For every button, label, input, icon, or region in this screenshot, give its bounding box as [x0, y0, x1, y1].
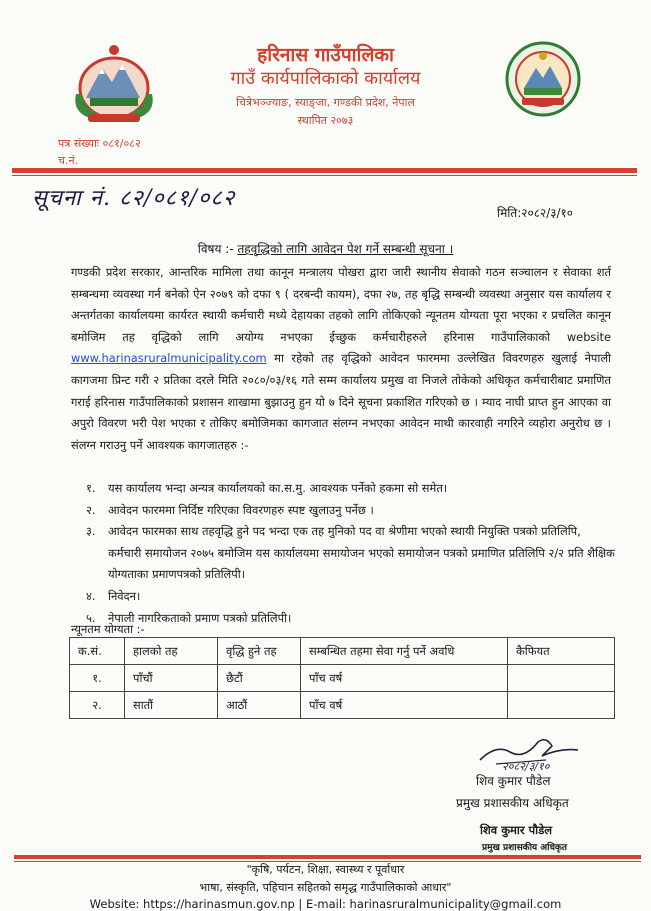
- list-item-number: ५.: [86, 610, 96, 625]
- list-item: [86, 608, 616, 630]
- list-item: [86, 478, 616, 500]
- subject-text: तहवृद्धिको लागि आवेदन पेश गर्ने सम्बन्धी सूचना ।: [237, 242, 454, 256]
- col-header-promoted-level: वृद्धि हुने तह: [218, 638, 301, 665]
- footer-motto-line2: भाषा, संस्कृति, पहिचान सहितको समृद्ध गाउँपालिकाको आधार": [199, 881, 452, 894]
- table-cell: पाँच वर्ष: [301, 692, 508, 719]
- table-cell: सातौं: [125, 692, 218, 719]
- stamp-title: प्रमुख प्रशासकीय अधिकृत: [482, 843, 568, 853]
- signatory-title: प्रमुख प्रशासकीय अधिकृत: [456, 796, 569, 810]
- list-item-number: ४.: [86, 588, 96, 603]
- header-divider-thin: [12, 175, 637, 176]
- table-cell: [508, 665, 615, 692]
- list-item-text: निवेदन।: [108, 588, 141, 603]
- table-cell: १.: [70, 665, 125, 692]
- table-cell: पाँचौं: [125, 665, 218, 692]
- col-header-service-period: सम्बन्धित तहमा सेवा गर्नु पर्ने अवधि: [301, 638, 508, 665]
- stamp-name: शिव कुमार पौडेल: [480, 823, 553, 837]
- notice-body: [71, 262, 611, 456]
- col-header-current-level: हालको तह: [125, 638, 218, 665]
- col-header-serial: क.सं.: [70, 638, 125, 665]
- subject-prefix: विषय :-: [197, 242, 238, 256]
- table-cell: [508, 692, 615, 719]
- list-item-text: यस कार्यालय भन्दा अन्यत्र कार्यालयको का.स.मु. आवश्यक पर्नेको हकमा सो समेत।: [108, 481, 448, 495]
- required-documents-list: [86, 478, 616, 629]
- list-item-number: २.: [86, 502, 96, 517]
- dispatch-number: च.नं.: [58, 154, 79, 167]
- table-cell: आठौं: [218, 692, 301, 719]
- list-item: [86, 586, 616, 608]
- body-text-1: गण्डकी प्रदेश सरकार, आन्तरिक मामिला तथा कानून मन्त्रालय पोखरा द्वारा जारी स्थानीय सेवाको गठन सञ्चालन र सेवाका शर्त सम्बन्धमा व्यवस्था गर्न बनेको ऐन २०७९ को दफा ९ ( दरबन्दी कायम), दफा २७, तह बृद्धि सम्बन्धी व्यवस्था अनुसार यस कार्यालय र अन्तर्गतका कार्यालयमा कार्यरत स्थायी कर्मचारी मध्ये देहायका तहको लागि तोकिएको न्यूनतम योग्यता पूरा भएका र प्रचलित कानून बमोजिम तह वृद्धिको लागि अयोग्य नभएका ईच्छुक कर्मचारीहरुले हरिनास गाउँपालिकाको website: [71, 265, 611, 344]
- qualification-table: [69, 637, 615, 719]
- col-header-remarks: कैफियत: [508, 638, 615, 665]
- signature-date: २०८२/३/१०: [502, 760, 550, 773]
- list-item: [86, 521, 616, 586]
- notice-number: सूचना नं. ८२/०८१/०८२: [32, 186, 236, 211]
- table-cell: छैटौं: [218, 665, 301, 692]
- reference-number: पत्र संख्याः ०८१/०८२: [58, 137, 141, 150]
- min-qualification-label: न्यूनतम योग्यता :-: [71, 622, 145, 636]
- table-cell: २.: [70, 692, 125, 719]
- footer-contact: Website: https://harinasmun.gov.np | E-mail: harinasruralmunicipality@gmail.com: [89, 897, 562, 911]
- list-item-number: १.: [86, 481, 96, 495]
- office-address: चित्रेभञ्ज्याङ, स्याङ्जा, गण्डकी प्रदेश, नेपाल: [236, 96, 415, 109]
- list-item: [86, 500, 616, 522]
- table-row: [70, 692, 615, 719]
- office-subtitle: गाउँ कार्यपालिकाको कार्यालय: [230, 68, 421, 89]
- letter-date: मिति:२०८२/३/१०: [497, 206, 574, 220]
- list-item-text: नेपाली नागरिकताको प्रमाण पत्रको प्रतिलिपी।: [108, 610, 292, 625]
- website-link[interactable]: www.harinasruralmunicipality.com: [71, 351, 267, 366]
- header-divider: [12, 168, 637, 173]
- office-name: हरिनास गाउँपालिका: [257, 44, 394, 66]
- footer-divider: [14, 855, 641, 859]
- body-text-2: मा रहेको तह वृद्धिको आवेदन फारममा उल्लेखित विवरणहरु खुलाई नेपाली कागजमा प्रिन्ट गरी २ प्रतिका दरले मिति २०८०/०३/१६ गते सम्म कार्यालय प्रमुख वा निजले तोकेको अधिकृत कर्मचारीबाट प्रमाणित गराई हरिनास गाउँपालिकाको प्रशासन शाखामा बुझाउनु हुन यो ७ दिने सूचना प्रकाशित गरिएको छ । म्याद नाघी प्राप्त हुन आएका वा अपुरो विवरण भरी पेश भएका र तोकिए बमोजिमका कागजात संलग्न नभएका आवेदन माथी कारवाही नगरिने व्यहोरा अनुरोध छ । संलग्न गराउनु पर्ने आवश्यक कागजातहरु :-: [71, 351, 611, 452]
- subject-line: [0, 240, 651, 257]
- office-established: स्थापित २०७३: [297, 114, 354, 127]
- list-item-text: आवेदन फारमका साथ तहवृद्धि हुने पद भन्दा एक तह मुनिको पद वा श्रेणीमा भएको स्थायी नियुक्ति पत्रको प्रतिलिपि, कर्मचारी समायोजन २०७५ बमोजिम यस कार्यालयमा समायोजन भएको समायोजन पत्रको प्रमाणित प्रतिलिपि २/२ प्रति शैक्षिक योग्यताका प्रमाणपत्रको प्रतिलिपी।: [108, 524, 615, 582]
- signatory-name: शिव कुमार पौडेल: [476, 774, 551, 788]
- list-item-text: आवेदन फारममा निर्दिष्ट गरिएका विवरणहरु स्पष्ट खुलाउनु पर्नेछ ।: [108, 502, 374, 517]
- table-row: [70, 665, 615, 692]
- footer-motto-line1: "कृषि, पर्यटन, शिक्षा, स्वास्थ्य र पूर्वाधार: [246, 863, 405, 876]
- list-item-number: ३.: [86, 524, 96, 539]
- table-cell: पाँच वर्ष: [301, 665, 508, 692]
- handwritten-signature: [476, 730, 586, 774]
- municipality-seal-logo: [504, 40, 582, 118]
- table-header-row: [70, 638, 615, 665]
